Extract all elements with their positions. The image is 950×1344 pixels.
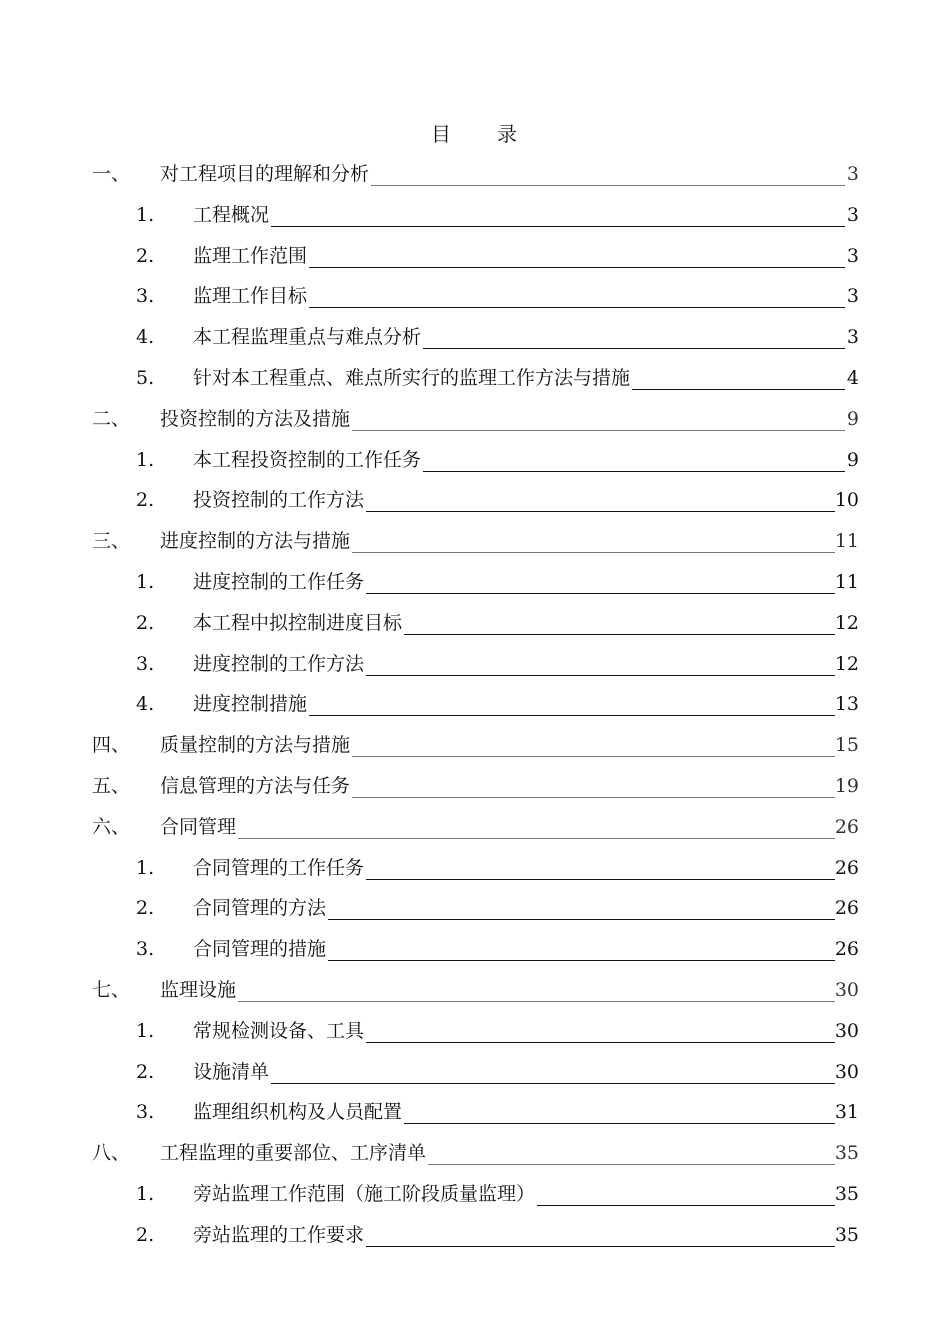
toc-entry-title: 旁站监理的工作要求: [193, 1223, 365, 1246]
toc-entry-title: 本工程投资控制的工作任务: [193, 448, 422, 471]
toc-entry-page-number: 26: [834, 897, 859, 920]
toc-entry-number: 1.: [136, 1182, 155, 1205]
toc-entry-title: 进度控制的工作方法: [193, 652, 365, 675]
toc-entry-number: 八、: [92, 1142, 131, 1165]
toc-entry-page-number: 31: [834, 1101, 859, 1124]
toc-entry-number: 一、: [92, 163, 131, 185]
toc-entry-title: 监理工作目标: [193, 285, 308, 308]
toc-entry-title: 合同管理: [160, 815, 237, 838]
toc-entry-number: 4.: [136, 326, 155, 349]
toc-entry-page-number: 19: [834, 774, 859, 797]
toc-entry-title: 合同管理的方法: [193, 897, 327, 920]
toc-entry-title: 本工程监理重点与难点分析: [193, 326, 422, 349]
toc-entry-number: 七、: [92, 978, 131, 1001]
toc-leader-line: [160, 815, 845, 839]
toc-section-entry[interactable]: [0, 1052, 950, 1093]
toc-section-entry[interactable]: [0, 276, 950, 317]
toc-entry-title: 常规检测设备、工具: [193, 1019, 365, 1042]
toc-entry-page-number: 3: [846, 326, 859, 349]
toc-chapter-entry[interactable]: [0, 154, 950, 195]
toc-entry-page-number: 9: [846, 448, 859, 471]
toc-entry-title: 进度控制的方法与措施: [160, 530, 351, 553]
toc-section-entry[interactable]: [0, 1011, 950, 1052]
toc-section-entry[interactable]: [0, 684, 950, 725]
toc-entry-title: 工程概况: [193, 203, 270, 226]
toc-list: [0, 154, 950, 1256]
toc-leader-line: [193, 1060, 845, 1084]
toc-entry-number: 2.: [136, 1060, 155, 1083]
toc-entry-page-number: 26: [834, 938, 859, 961]
toc-entry-number: 4.: [136, 693, 155, 716]
toc-entry-page-number: 3: [846, 285, 859, 308]
toc-entry-title: 工程监理的重要部位、工序清单: [160, 1142, 427, 1165]
toc-entry-page-number: 3: [846, 244, 859, 267]
toc-section-entry[interactable]: [0, 480, 950, 521]
toc-entry-number: 1.: [136, 203, 155, 226]
toc-entry-page-number: 10: [834, 489, 859, 512]
toc-entry-title: 合同管理的工作任务: [193, 856, 365, 879]
toc-section-entry[interactable]: [0, 1092, 950, 1133]
toc-entry-page-number: 3: [846, 163, 859, 185]
toc-entry-page-number: 26: [834, 856, 859, 879]
toc-section-entry[interactable]: [0, 317, 950, 358]
toc-entry-number: 三、: [92, 530, 131, 553]
toc-entry-title: 监理设施: [160, 978, 237, 1001]
toc-entry-page-number: 3: [846, 203, 859, 226]
toc-entry-number: 1.: [136, 1019, 155, 1042]
toc-entry-page-number: 30: [834, 978, 859, 1001]
toc-entry-title: 监理工作范围: [193, 244, 308, 267]
toc-section-entry[interactable]: [0, 888, 950, 929]
toc-chapter-entry[interactable]: [0, 766, 950, 807]
toc-entry-page-number: 15: [834, 734, 859, 757]
toc-entry-number: 1.: [136, 448, 155, 471]
toc-entry-page-number: 26: [834, 815, 859, 838]
toc-entry-number: 5.: [136, 366, 155, 389]
toc-leader-line: [160, 978, 845, 1002]
toc-section-entry[interactable]: [0, 603, 950, 644]
toc-chapter-entry[interactable]: [0, 399, 950, 440]
toc-entry-page-number: 12: [834, 611, 859, 634]
toc-entry-page-number: 35: [834, 1142, 859, 1165]
toc-entry-title: 本工程中拟控制进度目标: [193, 611, 403, 634]
toc-leader-line: [193, 203, 845, 227]
toc-title: 目 录: [431, 122, 519, 146]
toc-entry-page-number: 9: [846, 407, 859, 430]
toc-entry-page-number: 11: [834, 530, 859, 553]
toc-chapter-entry[interactable]: [0, 521, 950, 562]
toc-entry-page-number: 35: [834, 1223, 859, 1246]
toc-section-entry[interactable]: [0, 929, 950, 970]
toc-entry-number: 1.: [136, 570, 155, 593]
toc-entry-number: 3.: [136, 1101, 155, 1124]
toc-entry-title: 信息管理的方法与任务: [160, 774, 351, 797]
toc-entry-number: 2.: [136, 1223, 155, 1246]
toc-section-entry[interactable]: [0, 440, 950, 481]
toc-entry-title: 针对本工程重点、难点所实行的监理工作方法与措施: [193, 366, 631, 389]
toc-section-entry[interactable]: [0, 358, 950, 399]
toc-section-entry[interactable]: [0, 236, 950, 277]
toc-entry-page-number: 12: [834, 652, 859, 675]
toc-entry-number: 五、: [92, 774, 131, 797]
toc-entry-number: 2.: [136, 897, 155, 920]
toc-entry-number: 四、: [92, 734, 131, 757]
toc-entry-page-number: 30: [834, 1060, 859, 1083]
toc-entry-page-number: 11: [834, 570, 859, 593]
toc-entry-number: 二、: [92, 407, 131, 430]
toc-entry-number: 1.: [136, 856, 155, 879]
toc-entry-title: 旁站监理工作范围（施工阶段质量监理）: [193, 1182, 536, 1205]
toc-entry-page-number: 35: [834, 1182, 859, 1205]
toc-entry-title: 投资控制的方法及措施: [160, 407, 351, 430]
toc-entry-title: 设施清单: [193, 1060, 270, 1083]
toc-section-entry[interactable]: [0, 644, 950, 685]
toc-entry-number: 2.: [136, 611, 155, 634]
toc-section-entry[interactable]: [0, 1174, 950, 1215]
toc-entry-title: 进度控制的工作任务: [193, 570, 365, 593]
toc-entry-title: 投资控制的工作方法: [193, 489, 365, 512]
toc-chapter-entry[interactable]: [0, 1133, 950, 1174]
toc-chapter-entry[interactable]: [0, 725, 950, 766]
toc-entry-title: 质量控制的方法与措施: [160, 734, 351, 757]
toc-entry-number: 2.: [136, 244, 155, 267]
toc-entry-page-number: 4: [846, 366, 859, 389]
toc-entry-number: 3.: [136, 285, 155, 308]
toc-entry-title: 对工程项目的理解和分析: [160, 163, 370, 185]
toc-entry-number: 3.: [136, 938, 155, 961]
toc-section-entry[interactable]: [0, 562, 950, 603]
toc-entry-page-number: 13: [834, 693, 859, 716]
toc-section-entry[interactable]: [0, 848, 950, 889]
toc-entry-page-number: 30: [834, 1019, 859, 1042]
toc-entry-number: 2.: [136, 489, 155, 512]
toc-entry-title: 合同管理的措施: [193, 938, 327, 961]
toc-entry-number: 六、: [92, 815, 131, 838]
toc-entry-title: 进度控制措施: [193, 693, 308, 716]
toc-chapter-entry[interactable]: [0, 807, 950, 848]
toc-entry-number: 3.: [136, 652, 155, 675]
toc-section-entry[interactable]: [0, 1215, 950, 1256]
toc-entry-title: 监理组织机构及人员配置: [193, 1101, 403, 1124]
toc-section-entry[interactable]: [0, 195, 950, 236]
toc-chapter-entry[interactable]: [0, 970, 950, 1011]
